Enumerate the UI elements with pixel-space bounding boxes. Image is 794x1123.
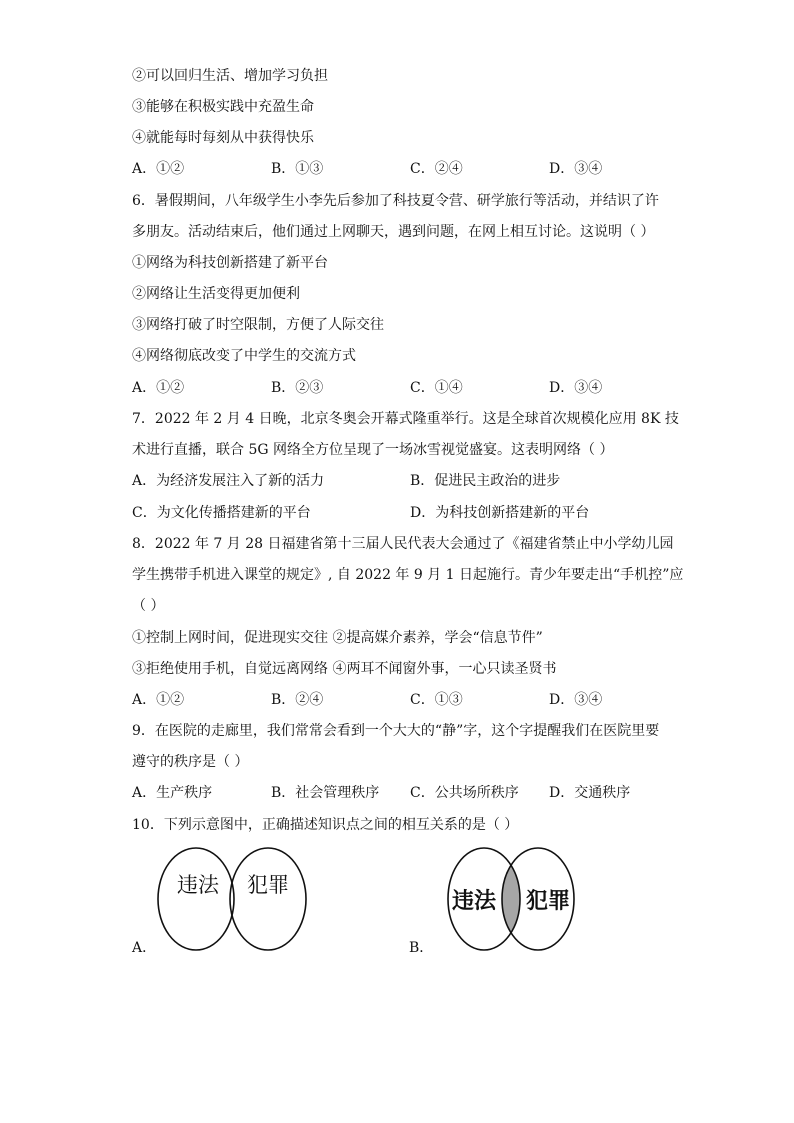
q9-option-a[interactable]: A．生产秩序 — [132, 785, 213, 801]
q6-stem-line1: 6．暑假期间，八年级学生小李先后参加了科技夏令营、研学旅行等活动，并结识了许 — [132, 193, 659, 209]
q8-option-c[interactable]: C．①③ — [410, 692, 463, 708]
q7-stem-line1: 7．2022 年 2 月 4 日晚，北京冬奥会开幕式隆重举行。这是全球首次规模化应用 8K 技 — [132, 411, 679, 427]
venn-b-left-label: 违法 — [451, 888, 497, 914]
q5-option-b[interactable]: B．①③ — [271, 161, 324, 177]
q8-options — [132, 690, 692, 710]
venn-a-left-label: 违法 — [177, 873, 219, 897]
q9-option-c[interactable]: C．公共场所秩序 — [410, 785, 519, 801]
q9-options — [132, 783, 692, 803]
q7-stem-line2: 术进行直播，联合 5G 网络全方位呈现了一场冰雪视觉盛宴。这表明网络（ ） — [132, 442, 614, 458]
q7-option-b[interactable]: B．促进民主政治的进步 — [410, 473, 561, 489]
q5-statement-2: ②可以回归生活、增加学习负担 — [132, 68, 328, 84]
q6-statement-1: ①网络为科技创新搭建了新平台 — [132, 255, 328, 271]
q6-options — [132, 378, 692, 398]
venn-a-right-circle — [230, 848, 306, 950]
q8-option-d[interactable]: D．③④ — [549, 692, 603, 708]
q5-options — [132, 159, 692, 179]
q6-statement-4: ④网络彻底改变了中学生的交流方式 — [132, 348, 356, 364]
q8-stem-line3: （ ） — [132, 598, 165, 614]
q9-stem-line2: 遵守的秩序是（ ） — [132, 754, 249, 770]
q5-option-d[interactable]: D．③④ — [549, 161, 603, 177]
q5-option-a[interactable]: A．①② — [132, 161, 185, 177]
venn-a-left-circle — [158, 848, 234, 950]
q6-statement-2: ②网络让生活变得更加便利 — [132, 286, 300, 302]
q5-statement-3: ③能够在积极实践中充盈生命 — [132, 99, 314, 115]
q10-venn-diagram-b[interactable] — [440, 846, 580, 956]
q7-option-d[interactable]: D．为科技创新搭建新的平台 — [410, 505, 590, 521]
q5-statement-4: ④就能每时每刻从中获得快乐 — [132, 130, 314, 146]
q10-option-a-label[interactable]: A． — [132, 940, 157, 956]
q8-option-a[interactable]: A．①② — [132, 692, 185, 708]
venn-b-right-label: 犯罪 — [525, 888, 571, 914]
q7-option-a[interactable]: A．为经济发展注入了新的活力 — [132, 473, 325, 489]
venn-a-right-label: 犯罪 — [247, 873, 289, 897]
q6-option-d[interactable]: D．③④ — [549, 380, 603, 396]
q8-statements-3-4: ③拒绝使用手机，自觉远离网络 ④两耳不闻窗外事，一心只读圣贤书 — [132, 661, 557, 677]
q9-option-b[interactable]: B．社会管理秩序 — [271, 785, 380, 801]
q8-stem-line1: 8．2022 年 7 月 28 日福建省第十三届人民代表大会通过了《福建省禁止中小学幼儿园 — [132, 536, 674, 552]
q10-option-b-label[interactable]: B． — [409, 940, 434, 956]
q7-option-c[interactable]: C．为文化传播搭建新的平台 — [132, 505, 311, 521]
q9-option-d[interactable]: D．交通秩序 — [549, 785, 631, 801]
q10-stem: 10．下列示意图中，正确描述知识点之间的相互关系的是（ ） — [132, 817, 519, 833]
q10-venn-diagram-a[interactable] — [156, 846, 316, 956]
q8-statements-1-2: ①控制上网时间，促进现实交往 ②提高媒介素养，学会“信息节件” — [132, 630, 543, 646]
q6-option-b[interactable]: B．②③ — [271, 380, 324, 396]
q7-options-row1 — [132, 471, 692, 491]
q6-stem-line2: 多朋友。活动结束后，他们通过上网聊天，遇到问题，在网上相互讨论。这说明（ ） — [132, 224, 655, 240]
q5-option-c[interactable]: C．②④ — [410, 161, 463, 177]
q6-option-a[interactable]: A．①② — [132, 380, 185, 396]
q7-options-row2 — [132, 503, 692, 523]
q6-statement-3: ③网络打破了时空限制，方便了人际交往 — [132, 317, 384, 333]
q9-stem-line1: 9．在医院的走廊里，我们常常会看到一个大大的“静”字，这个字提醒我们在医院里要 — [132, 723, 660, 739]
q8-option-b[interactable]: B．②④ — [271, 692, 324, 708]
q8-stem-line2: 学生携带手机进入课堂的规定》, 自 2022 年 9 月 1 日起施行。青少年要走出“手机控”应 — [132, 567, 684, 583]
q6-option-c[interactable]: C．①④ — [410, 380, 463, 396]
